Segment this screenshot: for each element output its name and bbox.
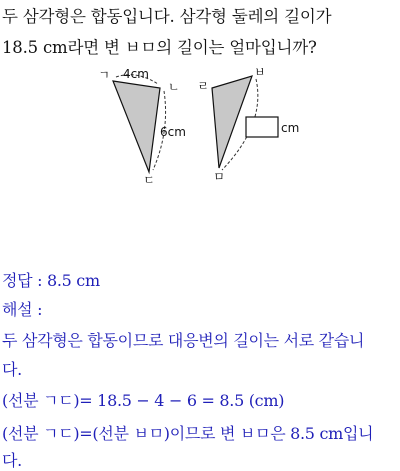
side-length-top: 4cm — [123, 67, 149, 81]
triangle-left — [113, 81, 160, 172]
answer-line: 정답 : 8.5 cm — [2, 271, 100, 290]
side-length-right: 6cm — [160, 125, 186, 139]
explanation-line-5: 다. — [2, 451, 22, 470]
explanation-line-3: (선분 ㄱㄷ)= 18.5 − 4 − 6 = 8.5 (cm) — [2, 391, 285, 410]
vertex-label-bieup: ㅂ — [254, 65, 266, 79]
vertex-label-digeut: ㄷ — [143, 173, 155, 187]
vertex-label-giyeok: ㄱ — [98, 68, 110, 82]
explanation-line-1: 두 삼각형은 합동이므로 대응변의 길이는 서로 같습니 — [2, 331, 365, 350]
question-line-2: 18.5 cm라면 변 ㅂㅁ의 길이는 얼마입니까? — [2, 38, 317, 57]
question-line-1: 두 삼각형은 합동입니다. 삼각형 둘레의 길이가 — [2, 7, 332, 26]
congruent-triangles-figure — [100, 66, 300, 186]
answer-blank-box — [246, 117, 278, 137]
vertex-label-mieum: ㅁ — [213, 170, 225, 184]
explanation-heading: 해설 : — [2, 300, 43, 319]
explanation-line-4: (선분 ㄱㄷ)=(선분 ㅂㅁ)이므로 변 ㅂㅁ은 8.5 cm입니 — [2, 424, 374, 443]
explanation-line-2: 다. — [2, 360, 22, 379]
vertex-label-nieun: ㄴ — [168, 80, 180, 94]
unknown-side-unit: cm — [281, 121, 300, 135]
vertex-label-rieul: ㄹ — [197, 79, 209, 93]
